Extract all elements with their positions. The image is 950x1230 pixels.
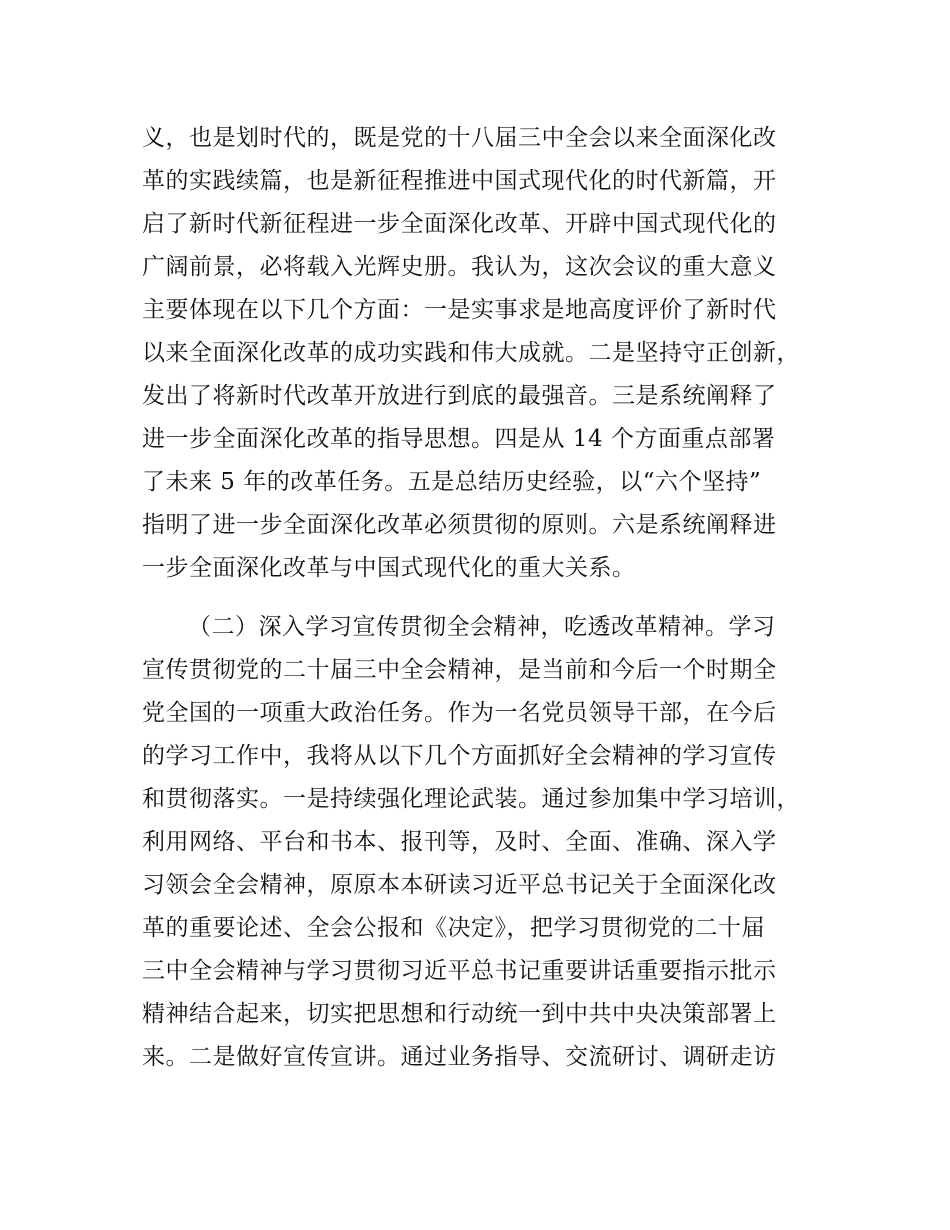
text-line: 义，也是划时代的，既是党的十八届三中全会以来全面深化改 bbox=[142, 125, 777, 151]
text-line: 发出了将新时代改革开放进行到底的最强音。三是系统阐释了 bbox=[142, 383, 777, 409]
text-line: 启了新时代新征程进一步全面深化改革、开辟中国式现代化的 bbox=[142, 211, 777, 237]
text-line: 党全国的一项重大政治任务。作为一名党员领导干部，在今后 bbox=[142, 700, 777, 726]
text-line: 和贯彻落实。一是持续强化理论武装。通过参加集中学习培训， bbox=[142, 786, 800, 812]
text-line: 来。二是做好宣传宣讲。通过业务指导、交流研讨、调研走访 bbox=[142, 1044, 777, 1070]
text-line: 的学习工作中，我将从以下几个方面抓好全会精神的学习宣传 bbox=[142, 743, 777, 769]
text-line: 主要体现在以下几个方面：一是实事求是地高度评价了新时代 bbox=[142, 297, 777, 323]
text-line: 革的实践续篇，也是新征程推进中国式现代化的时代新篇，开 bbox=[142, 168, 777, 194]
text-line: 进一步全面深化改革的指导思想。四是从 14 个方面重点部署 bbox=[142, 426, 776, 452]
text-line: 三中全会精神与学习贯彻习近平总书记重要讲话重要指示批示 bbox=[142, 958, 777, 984]
text-line: 指明了进一步全面深化改革必须贯彻的原则。六是系统阐释进 bbox=[142, 512, 777, 538]
text-line: 宣传贯彻党的二十届三中全会精神，是当前和今后一个时期全 bbox=[142, 657, 777, 683]
text-line: 广阔前景，必将载入光辉史册。我认为，这次会议的重大意义 bbox=[142, 254, 777, 280]
paragraph-heading-line: （二）深入学习宣传贯彻全会精神，吃透改革精神。学习 bbox=[188, 614, 776, 640]
text-line: 利用网络、平台和书本、报刊等，及时、全面、准确、深入学 bbox=[142, 829, 777, 855]
paragraph-2 bbox=[142, 606, 832, 1079]
text-line: 精神结合起来，切实把思想和行动统一到中共中央决策部署上 bbox=[142, 1001, 777, 1027]
text-line: 一步全面深化改革与中国式现代化的重大关系。 bbox=[142, 555, 636, 581]
text-line: 以来全面深化改革的成功实践和伟大成就。二是坚持守正创新， bbox=[142, 340, 800, 366]
text-line: 了未来 5 年的改革任务。五是总结历史经验，以“六个坚持” bbox=[142, 469, 762, 495]
text-line: 革的重要论述、全会公报和《决定》，把学习贯彻党的二十届 bbox=[142, 915, 765, 941]
text-line: 习领会全会精神，原原本本研读习近平总书记关于全面深化改 bbox=[142, 872, 777, 898]
paragraph-1 bbox=[142, 117, 832, 590]
